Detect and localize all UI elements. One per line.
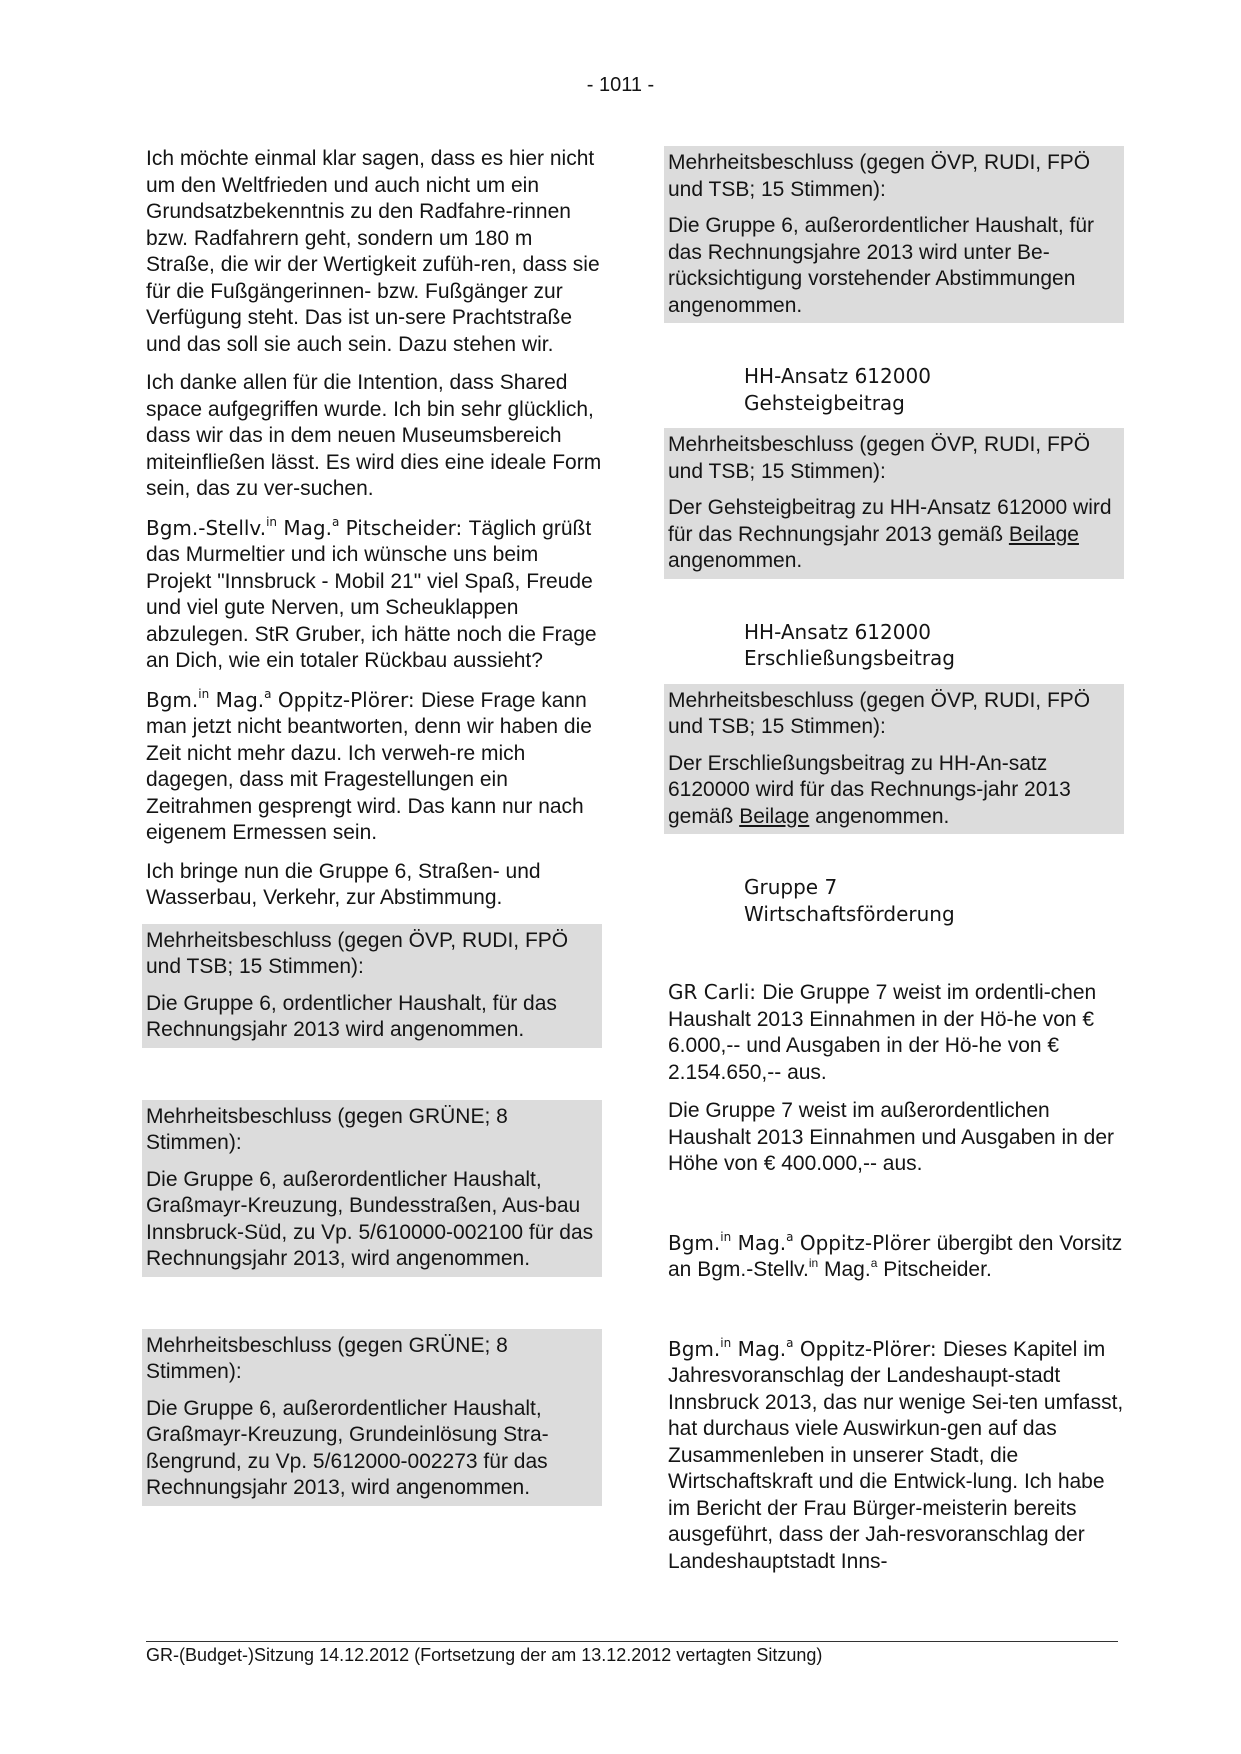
speaker-name: Bgm.$^{in}$ Mag.$^a$ Oppitz-Plörer: <box>146 686 422 712</box>
vote-result: Mehrheitsbeschluss (gegen ÖVP, RUDI, FPÖ und TSB; 15 Stimmen): <box>668 151 1091 201</box>
left-column <box>146 146 606 1518</box>
paragraph: Die Gruppe 7 weist im außerordentlichen Haushalt 2013 Einnahmen und Ausgaben in der Höhe von € 400.000,-- aus. <box>668 1099 1115 1175</box>
right-column <box>668 146 1128 1587</box>
resolution-box <box>664 428 1124 579</box>
paragraph: Ich bringe nun die Gruppe 6, Straßen- und Wasserbau, Verkehr, zur Abstimmung. <box>146 859 541 909</box>
vote-result: Mehrheitsbeschluss (gegen ÖVP, RUDI, FPÖ und TSB; 15 Stimmen): <box>668 688 1091 738</box>
section-heading: HH-Ansatz 612000 Gehsteigbeitrag <box>744 364 931 415</box>
resolution-text: Die Gruppe 6, außerordentlicher Haushalt, Graßmayr-Kreuzung, Bundesstraßen, Aus-bau Innsbruck-Süd, zu Vp. 5/610000-002100 für das Rechnungsjahr 2013, wird angenommen. <box>146 1167 594 1270</box>
vote-result: Mehrheitsbeschluss (gegen GRÜNE; 8 Stimmen): <box>146 1104 508 1154</box>
vote-result: Mehrheitsbeschluss (gegen GRÜNE; 8 Stimmen): <box>146 1333 508 1383</box>
speaker-name: Bgm.$^{in}$ Mag.$^a$ Oppitz-Plörer: <box>668 1335 944 1361</box>
paragraph: Ich danke allen für die Intention, dass Shared space aufgegriffen wurde. Ich bin sehr glücklich, dass wir das in dem neuen Museumsbereich miteinfließen lässt. Es wird dies eine ideale Form sein, das zu ver-suchen. <box>146 371 602 500</box>
speech-oppitz-ploerer: Bgm.$^{in}$ Mag.$^a$ Oppitz-Plörer: Dieses Kapitel im Jahresvoranschlag der Landeshaupt-stadt Innsbruck 2013, das nur wenige Sei-ten umfasst, hat durchaus viele Auswirkun-gen auf das Zusammenleben in unserer Stadt, die Wirtschaftskraft und die Entwick-lung. Ich habe im Bericht der Frau Bürger-meisterin bereits ausgeführt, dass der Jah-resvoranschlag der Landeshauptstadt Inns- <box>668 1335 1124 1573</box>
page-number: - 1011 - <box>586 74 655 96</box>
vote-result: Mehrheitsbeschluss (gegen ÖVP, RUDI, FPÖ und TSB; 15 Stimmen): <box>146 928 569 978</box>
resolution-box <box>142 1100 602 1277</box>
speaker-name: Bgm.-Stellv.$^{in}$ Mag.$^a$ Pitscheider: <box>146 514 469 540</box>
speech-carli: GR Carli: Die Gruppe 7 weist im ordentli-chen Haushalt 2013 Einnahmen in der Hö-he von € 6.000,-- und Ausgaben in der Hö-he von € 2.154.650,-- aus. <box>668 980 1097 1084</box>
resolution-text: Der Gehsteigbeitrag zu HH-Ansatz 612000 wird für das Rechnungsjahr 2013 gemäß Beilage angenommen. <box>668 496 1112 572</box>
speaker-name: Bgm.$^{in}$ Mag.$^a$ Oppitz-Plörer <box>668 1229 937 1255</box>
resolution-box <box>142 924 602 1048</box>
beilage-link[interactable]: Beilage <box>1008 522 1079 546</box>
chair-handover-note: Bgm.$^{in}$ Mag.$^a$ Oppitz-Plörer übergibt den Vorsitz an Bgm.-Stellv.$^{in}$ Mag.$^a$ Pitscheider. <box>668 1229 1123 1281</box>
footer: GR-(Budget-)Sitzung 14.12.2012 (Fortsetzung der am 13.12.2012 vertagten Sitzung) <box>146 1645 823 1665</box>
speech-pitscheider: Bgm.-Stellv.$^{in}$ Mag.$^a$ Pitscheider: Täglich grüßt das Murmeltier und ich wünsche uns beim Projekt "Innsbruck - Mobil 21" viel Spaß, Freude und viel gute Nerven, um Scheuklappen abzulegen. StR Gruber, ich hätte noch die Frage an Dich, wie ein totaler Rückbau aussieht? <box>146 514 597 672</box>
resolution-text: Die Gruppe 6, außerordentlicher Haushalt, Graßmayr-Kreuzung, Grundeinlösung Stra-ßengrund, zu Vp. 5/612000-002273 für das Rechnungsjahr 2013, wird angenommen. <box>146 1396 549 1499</box>
beilage-link[interactable]: Beilage <box>739 804 810 828</box>
resolution-text: Die Gruppe 6, außerordentlicher Haushalt, für das Rechnungsjahre 2013 wird unter Be-rücksichtigung vorstehender Abstimmungen angenommen. <box>668 214 1095 317</box>
footer-divider <box>146 1641 1118 1642</box>
section-heading: HH-Ansatz 612000 Erschließungsbeitrag <box>744 619 956 670</box>
section-heading: Gruppe 7 Wirtschaftsförderung <box>744 875 955 926</box>
resolution-box <box>664 146 1124 323</box>
resolution-box <box>664 684 1124 835</box>
speech-oppitz-ploerer: Bgm.$^{in}$ Mag.$^a$ Oppitz-Plörer: Diese Frage kann man jetzt nicht beantworten, denn wir haben die Zeit nicht mehr dazu. Ich verweh-re mich dagegen, dass mit Fragestellungen ein Zeitrahmen gesprengt wird. Das kann nur nach eigenem Ermessen sein. <box>146 686 592 844</box>
resolution-text: Der Erschließungsbeitrag zu HH-An-satz 6120000 wird für das Rechnungs-jahr 2013 gemäß Beilage angenommen. <box>668 751 1071 828</box>
speaker-name: GR Carli: <box>668 980 763 1004</box>
paragraph: Ich möchte einmal klar sagen, dass es hier nicht um den Weltfrieden und auch nicht um ein Grundsatzbekenntnis zu den Radfahre-rinnen bzw. Radfahrern geht, sondern um 180 m Straße, die wir der Wertigkeit zufüh-ren, dass sie für die Fußgängerinnen- bzw. Fußgänger zur Verfügung steht. Das ist un-sere Prachtstraße und das soll sie auch sein. Dazu stehen wir. <box>146 147 600 356</box>
vote-result: Mehrheitsbeschluss (gegen ÖVP, RUDI, FPÖ und TSB; 15 Stimmen): <box>668 433 1091 483</box>
resolution-box <box>142 1329 602 1506</box>
resolution-text: Die Gruppe 6, ordentlicher Haushalt, für das Rechnungsjahr 2013 wird angenommen. <box>146 991 557 1041</box>
